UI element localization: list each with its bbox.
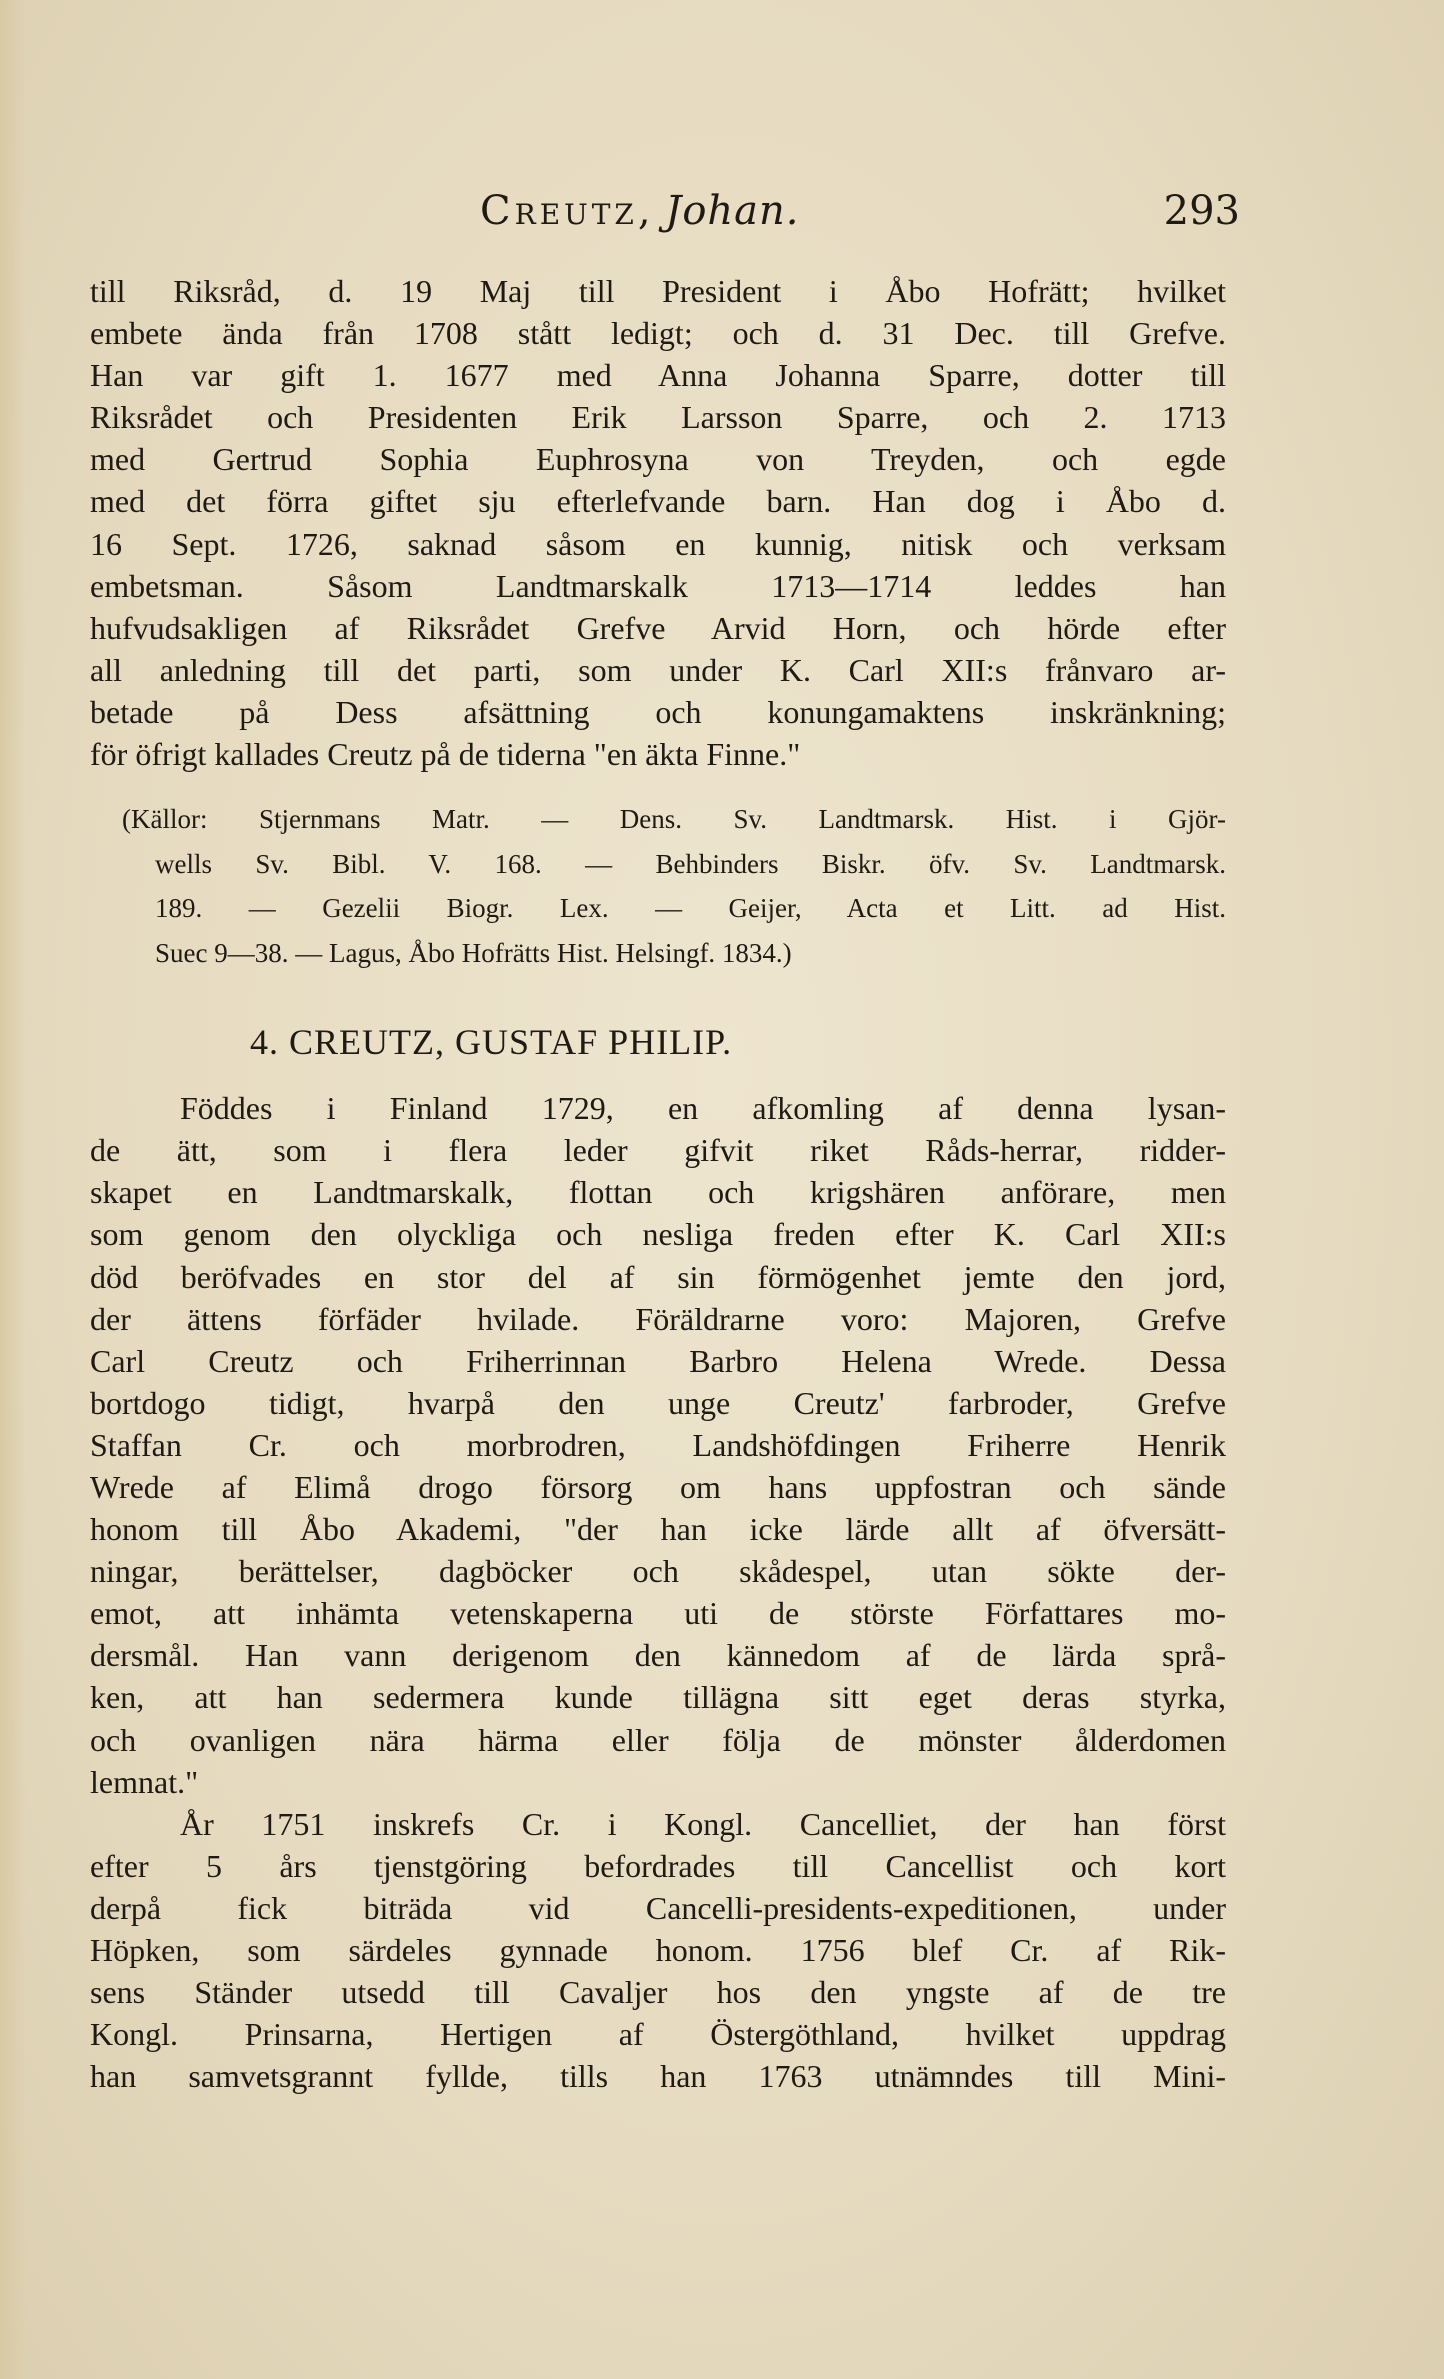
- running-head-name: Creutz: [480, 188, 638, 234]
- text-line: med Gertrud Sophia Euphrosyna von Treyden, och egde: [90, 441, 1226, 478]
- text-line: embetsman. Såsom Landtmarskalk 1713—1714 leddes han: [90, 567, 1226, 604]
- text-line: skapet en Landtmarskalk, flottan och krigshären anförare, men: [90, 1174, 1226, 1211]
- text-line: embete ända från 1708 stått ledigt; och d. 31 Dec. till Grefve.: [90, 315, 1226, 352]
- running-head-given: Johan.: [665, 188, 800, 234]
- running-head: Creutz, Johan.: [480, 188, 800, 234]
- text-line: 16 Sept. 1726, saknad såsom en kunnig, nitisk och verksam: [90, 525, 1226, 562]
- paragraph-1: [90, 270, 1226, 775]
- text-line: ken, att han sedermera kunde tillägna sitt eget deras styrka,: [90, 1679, 1226, 1716]
- text-line: lemnat.": [90, 1763, 199, 1800]
- text-line: honom till Åbo Akademi, "der han icke lärde allt af öfversätt-: [90, 1511, 1226, 1548]
- text-line: Höpken, som särdeles gynnade honom. 1756 blef Cr. af Rik-: [90, 1932, 1226, 1968]
- text-line: betade på Dess afsättning och konungamaktens inskränkning;: [90, 693, 1226, 730]
- text-line: de ätt, som i flera leder gifvit riket Råds-herrar, ridder-: [90, 1132, 1226, 1169]
- source-line: 189. — Gezelii Biogr. Lex. — Geijer, Acta et Litt. ad Hist.: [155, 893, 1226, 924]
- text-line: der ättens förfäder hvilade. Föräldrarne voro: Majoren, Grefve: [90, 1300, 1226, 1337]
- text-line: med det förra giftet sju efterlefvande barn. Han dog i Åbo d.: [90, 483, 1226, 520]
- text-line: död beröfvades en stor del af sin förmögenhet jemte den jord,: [90, 1258, 1226, 1295]
- text-line: derpå fick biträda vid Cancelli-presidents-expeditionen, under: [90, 1889, 1226, 1926]
- text-line: emot, att inhämta vetenskaperna uti de störste Författares mo-: [90, 1595, 1226, 1632]
- text-line: efter 5 års tjenstgöring befordrades till Cancellist och kort: [90, 1847, 1226, 1884]
- text-line: Kongl. Prinsarna, Hertigen af Östergöthland, hvilket uppdrag: [90, 2016, 1226, 2053]
- text-line: Wrede af Elimå drogo försorg om hans uppfostran och sände: [90, 1468, 1226, 1505]
- text-line: Föddes i Finland 1729, en afkomling af denna lysan-: [180, 1090, 1226, 1127]
- text-line: Staffan Cr. och morbrodren, Landshöfdingen Friherre Henrik: [90, 1426, 1226, 1463]
- paragraph-3: [90, 1803, 1226, 2098]
- text-line: till Riksråd, d. 19 Maj till President i Åbo Hofrätt; hvilket: [90, 273, 1226, 309]
- text-line: för öfrigt kallades Creutz på de tiderna "en äkta Finne.": [90, 736, 801, 773]
- text-line: han samvetsgrannt fyllde, tills han 1763 utnämndes till Mini-: [90, 2058, 1226, 2095]
- text-line: som genom den olyckliga och nesliga freden efter K. Carl XII:s: [90, 1216, 1226, 1253]
- source-line: (Källor: Stjernmans Matr. — Dens. Sv. Landtmarsk. Hist. i Gjör-: [122, 804, 1226, 835]
- text-line: dersmål. Han vann derigenom den kännedom af de lärda språ-: [90, 1637, 1226, 1674]
- source-line: wells Sv. Bibl. V. 168. — Behbinders Biskr. öfv. Sv. Landtmarsk.: [155, 848, 1226, 879]
- text-line: och ovanligen nära härma eller följa de mönster ålderdomen: [90, 1721, 1226, 1758]
- text-line: hufvudsakligen af Riksrådet Grefve Arvid Horn, och hörde efter: [90, 609, 1226, 646]
- text-line: Carl Creutz och Friherrinnan Barbro Helena Wrede. Dessa: [90, 1342, 1226, 1379]
- sources-note: [90, 797, 1226, 975]
- text-line: bortdogo tidigt, hvarpå den unge Creutz' farbroder, Grefve: [90, 1384, 1226, 1421]
- section-heading: 4. CREUTZ, GUSTAF PHILIP.: [250, 1022, 733, 1063]
- text-line: Riksrådet och Presidenten Erik Larsson Sparre, och 2. 1713: [90, 399, 1226, 436]
- page-edge-shadow: [0, 0, 26, 2379]
- text-line: ningar, berättelser, dagböcker och skådespel, utan sökte der-: [90, 1553, 1226, 1590]
- body-text: [90, 270, 1226, 2097]
- page-number: 293: [1163, 188, 1240, 234]
- page-header: [480, 188, 1240, 248]
- text-line: Han var gift 1. 1677 med Anna Johanna Sparre, dotter till: [90, 357, 1226, 394]
- source-line: Suec 9—38. — Lagus, Åbo Hofrätts Hist. Helsingf. 1834.): [155, 937, 792, 968]
- text-line: sens Ständer utsedd till Cavaljer hos den yngste af de tre: [90, 1974, 1226, 2011]
- text-line: all anledning till det parti, som under K. Carl XII:s frånvaro ar-: [90, 651, 1226, 688]
- text-line: År 1751 inskrefs Cr. i Kongl. Cancelliet, der han först: [180, 1805, 1226, 1842]
- paragraph-2: [90, 1087, 1226, 1803]
